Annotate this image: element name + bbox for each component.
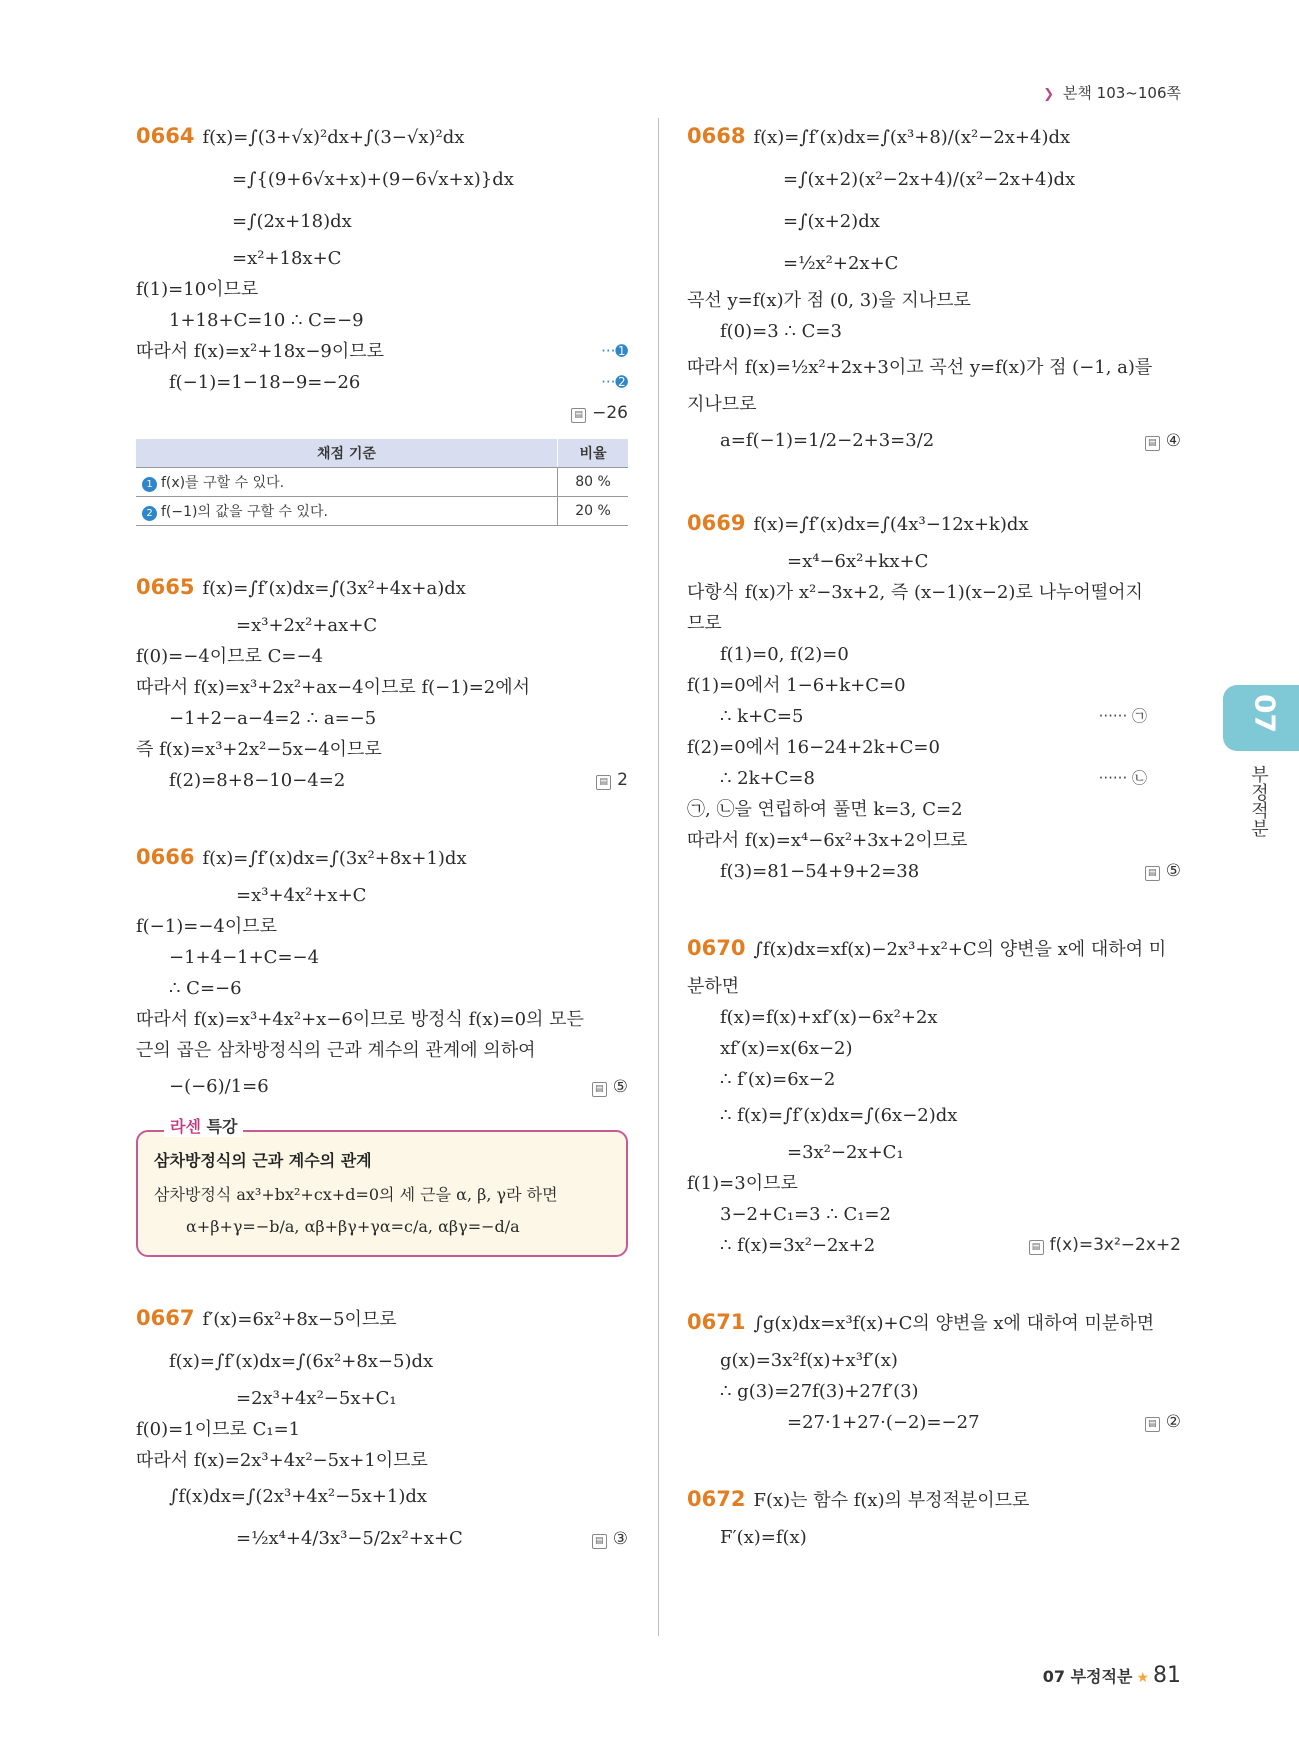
solution-line: −1+4−1+C=−4 — [169, 947, 320, 968]
solution-line: f(2)=0에서 16−24+2k+C=0 — [687, 737, 940, 758]
answer-icon: ▤ — [596, 775, 611, 790]
equation-marker-2: ······ ㉡ — [1098, 769, 1147, 787]
solution-line: =2x³+4x²−5x+C₁ — [236, 1388, 397, 1409]
solution-line: f(−1)=−4이므로 — [136, 916, 278, 937]
chapter-tab-number: 07 — [1248, 694, 1282, 733]
column-divider — [658, 118, 659, 1636]
grading-header-ratio: 비율 — [558, 439, 629, 468]
solution-line: ∴ f(x)=∫f′(x)dx=∫(6x−2)dx — [720, 1105, 958, 1126]
answer-value: ⑤ — [612, 1077, 628, 1097]
solution-line: =27·1+27·(−2)=−27 — [787, 1412, 980, 1433]
solution-line: f(x)=f(x)+xf′(x)−6x²+2x — [720, 1007, 938, 1028]
solution-line: f(−1)=1−18−9=−26 — [169, 372, 361, 393]
answer-icon: ▤ — [1145, 1417, 1160, 1432]
step-badge: 2 — [142, 506, 157, 521]
grading-ratio: 20 % — [558, 497, 629, 526]
solution-line: 지나므로 — [687, 394, 757, 415]
problem-0670 — [687, 927, 1181, 1261]
problem-number: 0669 — [687, 511, 746, 535]
solution-line: ㉠, ㉡을 연립하여 풀면 k=3, C=2 — [687, 799, 963, 820]
problem-number: 0668 — [687, 124, 746, 148]
problem-number: 0670 — [687, 936, 746, 960]
solution-line: f(0)=−4이므로 C=−4 — [136, 646, 324, 667]
solution-line: 3−2+C₁=3 ∴ C₁=2 — [720, 1204, 892, 1225]
answer-icon: ▤ — [1145, 866, 1160, 881]
solution-line: 다항식 f(x)가 x²−3x+2, 즉 (x−1)(x−2)로 나누어떨어지 — [687, 582, 1143, 603]
answer-value: f(x)=3x²−2x+2 — [1049, 1235, 1181, 1255]
problem-0666 — [136, 836, 628, 1257]
solution-line: 따라서 f(x)=½x²+2x+3이고 곡선 y=f(x)가 점 (−1, a)를 — [687, 357, 1153, 378]
solution-line: f(3)=81−54+9+2=38 — [720, 861, 920, 882]
chevron-right-icon: ❯ — [1043, 87, 1055, 102]
solution-line: =½x²+2x+C — [783, 253, 899, 274]
solution-line: ∴ 2k+C=8 — [720, 768, 815, 789]
solution-line: f(1)=3이므로 — [687, 1173, 798, 1194]
solution-line: 따라서 f(x)=x³+4x²+x−6이므로 방정식 f(x)=0의 모든 — [136, 1009, 584, 1030]
problem-0671 — [687, 1301, 1181, 1438]
chapter-tab-name: 부정적분 — [1248, 765, 1269, 837]
solution-line: a=f(−1)=1/2−2+3=3/2 — [720, 430, 935, 451]
solution-line: 분하면 — [687, 976, 740, 997]
grading-header-row — [136, 439, 628, 468]
solution-line: f(x)=∫(3+√x)²dx+∫(3−√x)²dx — [202, 127, 465, 148]
solution-line: f(x)=∫f′(x)dx=∫(3x²+4x+a)dx — [202, 578, 466, 599]
tip-line: 삼차방정식 ax³+bx²+cx+d=0의 세 근을 α, β, γ라 하면 — [154, 1185, 558, 1204]
solution-line: 따라서 f(x)=x⁴−6x²+3x+2이므로 — [687, 830, 968, 851]
solution-line: f(2)=8+8−10−4=2 — [169, 770, 346, 791]
solution-line: ∫f(x)dx=xf(x)−2x³+x²+C의 양변을 x에 대하여 미 — [753, 939, 1167, 960]
tip-tab — [164, 1114, 243, 1137]
solution-line: =½x⁴+4/3x³−5/2x²+x+C — [236, 1528, 463, 1549]
problem-number: 0664 — [136, 124, 195, 148]
problem-0664 — [136, 115, 628, 526]
problem-number: 0672 — [687, 1487, 746, 1511]
solution-line: f(x)=∫f′(x)dx=∫(x³+8)/(x²−2x+4)dx — [753, 127, 1071, 148]
solution-line: −(−6)/1=6 — [169, 1076, 269, 1097]
answer-icon: ▤ — [1145, 436, 1160, 451]
grading-criterion: f(−1)의 값을 구할 수 있다. — [161, 504, 328, 520]
left-column — [136, 115, 628, 1600]
answer-value: ④ — [1165, 431, 1181, 451]
page-reference-prefix: 본책 — [1062, 84, 1092, 102]
solution-line: =∫(x+2)dx — [783, 211, 880, 232]
problem-0667 — [136, 1297, 628, 1560]
equation-marker-1: ······ ㉠ — [1098, 707, 1147, 725]
solution-line: =x³+4x²+x+C — [236, 885, 367, 906]
answer — [571, 398, 628, 429]
answer-icon: ▤ — [592, 1082, 607, 1097]
solution-line: f(x)=∫f′(x)dx=∫(6x²+8x−5)dx — [169, 1351, 434, 1372]
answer — [1145, 856, 1181, 887]
solution-line: =3x²−2x+C₁ — [787, 1142, 904, 1163]
page-number: 81 — [1153, 1663, 1181, 1688]
solution-line: f(x)=∫f′(x)dx=∫(4x³−12x+k)dx — [753, 514, 1029, 535]
answer — [596, 765, 628, 796]
answer — [592, 1066, 628, 1108]
step-badge: 1 — [142, 477, 157, 492]
solution-line: =x⁴−6x²+kx+C — [787, 551, 929, 572]
problem-number: 0666 — [136, 845, 195, 869]
solution-line: −1+2−a−4=2 ∴ a=−5 — [169, 708, 377, 729]
footer-chapter: 07 부정적분 — [1042, 1667, 1133, 1686]
page-footer — [1043, 1663, 1181, 1688]
solution-line: F(x)는 함수 f(x)의 부정적분이므로 — [753, 1490, 1030, 1511]
answer-icon: ▤ — [571, 408, 586, 423]
solution-line: 1+18+C=10 ∴ C=−9 — [169, 310, 364, 331]
solution-line: F′(x)=f(x) — [720, 1527, 807, 1548]
problem-number: 0671 — [687, 1310, 746, 1334]
table-row — [136, 497, 628, 526]
solution-line: =x³+2x²+ax+C — [236, 615, 378, 636]
grading-ratio: 80 % — [558, 468, 629, 497]
solution-line: f(0)=1이므로 C₁=1 — [136, 1419, 301, 1440]
solution-line: 즉 f(x)=x³+2x²−5x−4이므로 — [136, 739, 382, 760]
solution-line: f(1)=0에서 1−6+k+C=0 — [687, 675, 906, 696]
solution-line: g(x)=3x²f(x)+x³f′(x) — [720, 1350, 898, 1371]
solution-line: ∴ f′(x)=6x−2 — [720, 1069, 836, 1090]
solution-line: ∴ f(x)=3x²−2x+2 — [720, 1235, 876, 1256]
solution-line: 근의 곱은 삼차방정식의 근과 계수의 관계에 의하여 — [136, 1040, 536, 1061]
solution-line: ∴ g(3)=27f(3)+27f′(3) — [720, 1381, 919, 1402]
solution-line: f(x)=∫f′(x)dx=∫(3x²+8x+1)dx — [202, 848, 467, 869]
solution-line: 므로 — [687, 613, 722, 634]
solution-line: ∴ k+C=5 — [720, 706, 804, 727]
page-reference — [1043, 82, 1181, 103]
problem-0668 — [687, 115, 1181, 462]
answer — [1029, 1230, 1181, 1261]
tip-tab-label: 특강 — [206, 1117, 238, 1136]
solution-line: 따라서 f(x)=x²+18x−9이므로 — [136, 341, 385, 362]
solution-line: 따라서 f(x)=2x³+4x²−5x+1이므로 — [136, 1450, 428, 1471]
right-column — [687, 115, 1181, 1593]
page-reference-range: 103~106쪽 — [1096, 84, 1181, 102]
tip-tab-brand: 라센 — [170, 1117, 201, 1136]
step-marker-2: ···➋ — [601, 373, 628, 391]
problem-0665 — [136, 566, 628, 796]
solution-line: =∫{(9+6√x+x)+(9−6√x+x)}dx — [232, 169, 514, 190]
solution-line: f(0)=3 ∴ C=3 — [720, 321, 842, 342]
solution-line: f(1)=10이므로 — [136, 279, 259, 300]
solution-line: ∫f(x)dx=∫(2x³+4x²−5x+1)dx — [169, 1486, 428, 1507]
problem-number: 0667 — [136, 1306, 195, 1330]
solution-line: ∫g(x)dx=x³f(x)+C의 양변을 x에 대하여 미분하면 — [753, 1313, 1155, 1334]
grading-table — [136, 439, 628, 526]
tip-formula: α+β+γ=−b/a, αβ+βγ+γα=c/a, αβγ=−d/a — [186, 1217, 520, 1236]
answer-value: ③ — [612, 1529, 628, 1549]
tip-box — [136, 1117, 628, 1257]
solution-line: =∫(x+2)(x²−2x+4)/(x²−2x+4)dx — [783, 169, 1076, 190]
chapter-tab[interactable] — [1223, 685, 1299, 751]
answer — [1145, 420, 1181, 462]
answer-icon: ▤ — [592, 1534, 607, 1549]
solution-line: 곡선 y=f(x)가 점 (0, 3)을 지나므로 — [687, 290, 971, 311]
answer-icon: ▤ — [1029, 1240, 1044, 1255]
grading-criterion: f(x)를 구할 수 있다. — [161, 475, 285, 491]
answer — [592, 1518, 628, 1560]
answer — [1145, 1407, 1181, 1438]
problem-0669 — [687, 502, 1181, 887]
solution-line: =x²+18x+C — [232, 248, 342, 269]
tip-title: 삼차방정식의 근과 계수의 관계 — [154, 1151, 372, 1170]
solution-line: ∴ C=−6 — [169, 978, 242, 999]
step-marker-1: ···➊ — [601, 342, 628, 360]
problem-number: 0665 — [136, 575, 195, 599]
star-icon: ★ — [1136, 1670, 1149, 1686]
table-row — [136, 468, 628, 497]
answer-value: ⑤ — [1165, 861, 1181, 881]
grading-header-criteria: 채점 기준 — [136, 439, 558, 468]
problem-0672 — [687, 1478, 1181, 1553]
solution-line: 따라서 f(x)=x³+2x²+ax−4이므로 f(−1)=2에서 — [136, 677, 531, 698]
solution-line: f′(x)=6x²+8x−5이므로 — [202, 1309, 397, 1330]
solution-line: =∫(2x+18)dx — [232, 211, 352, 232]
solution-line: xf′(x)=x(6x−2) — [720, 1038, 853, 1059]
answer-value: ② — [1165, 1412, 1181, 1432]
solution-line: f(1)=0, f(2)=0 — [720, 644, 849, 665]
answer-value: −26 — [592, 403, 628, 423]
answer-value: 2 — [617, 770, 628, 790]
